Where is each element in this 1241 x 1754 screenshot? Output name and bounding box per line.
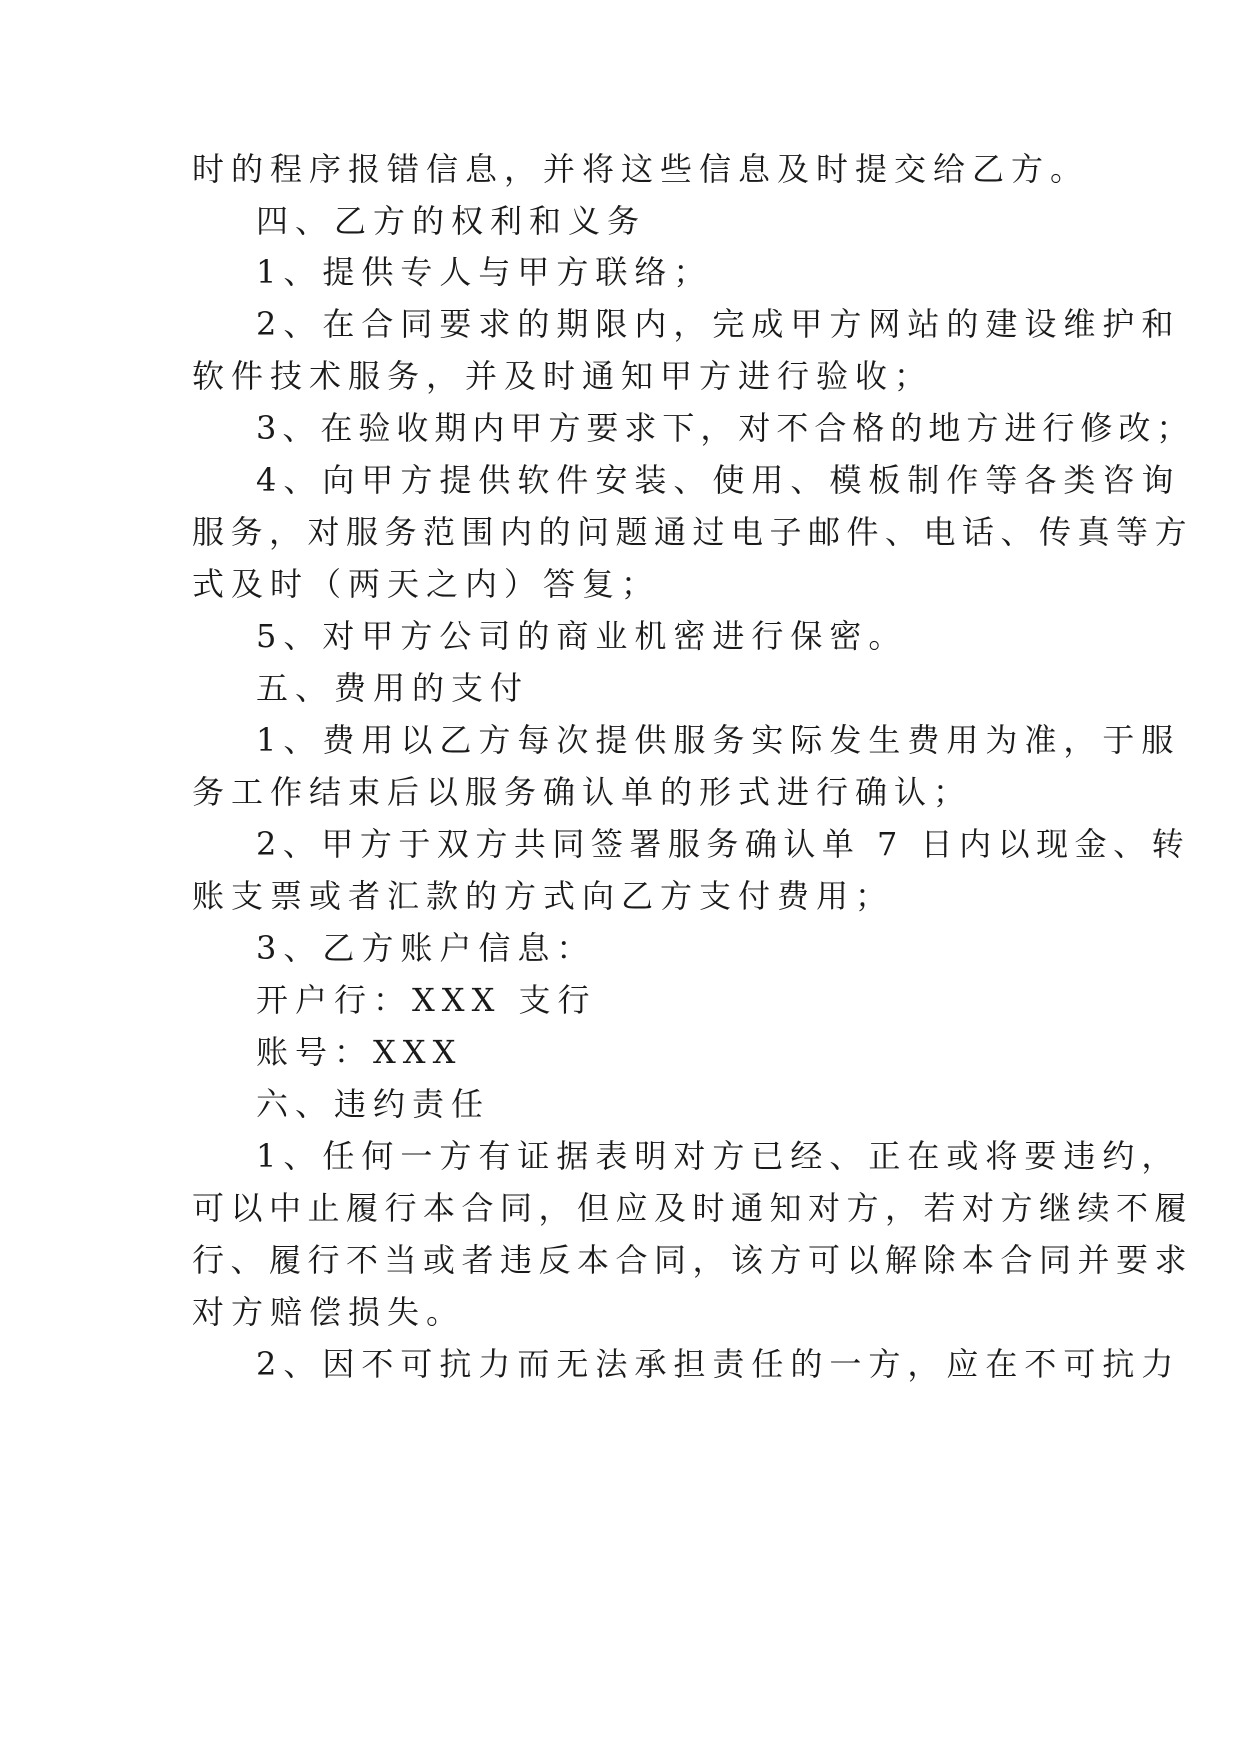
bank-name-line: 开户行：XXX 支行 [256,981,597,1019]
paragraph-line-14: 2、甲方于双方共同签署服务确认单 7 日内以现金、转 [256,825,1191,863]
paragraph-line-1: 时的程序报错信息，并将这些信息及时提交给乙方。 [192,150,1090,188]
paragraph-line-7: 4、向甲方提供软件安装、使用、模板制作等各类咨询 [256,461,1181,499]
paragraph-line-5: 软件技术服务，并及时通知甲方进行验收； [192,357,934,395]
paragraph-line-8: 服务，对服务范围内的问题通过电子邮件、电话、传真等方 [192,513,1194,551]
paragraph-line-13: 务工作结束后以服务确认单的形式进行确认； [192,773,973,811]
paragraph-line-3: 1、提供专人与甲方联络； [256,253,713,291]
account-number-line: 账号：XXX [256,1033,463,1071]
paragraph-line-21: 可以中止履行本合同，但应及时通知对方，若对方继续不履 [192,1189,1194,1227]
paragraph-line-6: 3、在验收期内甲方要求下，对不合格的地方进行修改； [256,409,1195,447]
paragraph-line-20: 1、任何一方有证据表明对方已经、正在或将要违约， [256,1137,1181,1175]
paragraph-line-12: 1、费用以乙方每次提供服务实际发生费用为准，于服 [256,721,1181,759]
paragraph-line-16: 3、乙方账户信息： [256,929,596,967]
paragraph-line-15: 账支票或者汇款的方式向乙方支付费用； [192,877,895,915]
paragraph-line-10: 5、对甲方公司的商业机密进行保密。 [256,617,908,655]
paragraph-line-4: 2、在合同要求的期限内，完成甲方网站的建设维护和 [256,305,1181,343]
paragraph-line-23: 对方赔偿损失。 [192,1293,466,1331]
paragraph-line-9: 式及时（两天之内）答复； [192,565,661,603]
paragraph-line-22: 行、履行不当或者违反本合同，该方可以解除本合同并要求 [192,1241,1194,1279]
section-heading-6: 六、违约责任 [256,1085,491,1123]
section-heading-4: 四、乙方的权利和义务 [256,202,647,240]
section-heading-5: 五、费用的支付 [256,669,530,707]
paragraph-line-24: 2、因不可抗力而无法承担责任的一方，应在不可抗力 [256,1345,1181,1383]
